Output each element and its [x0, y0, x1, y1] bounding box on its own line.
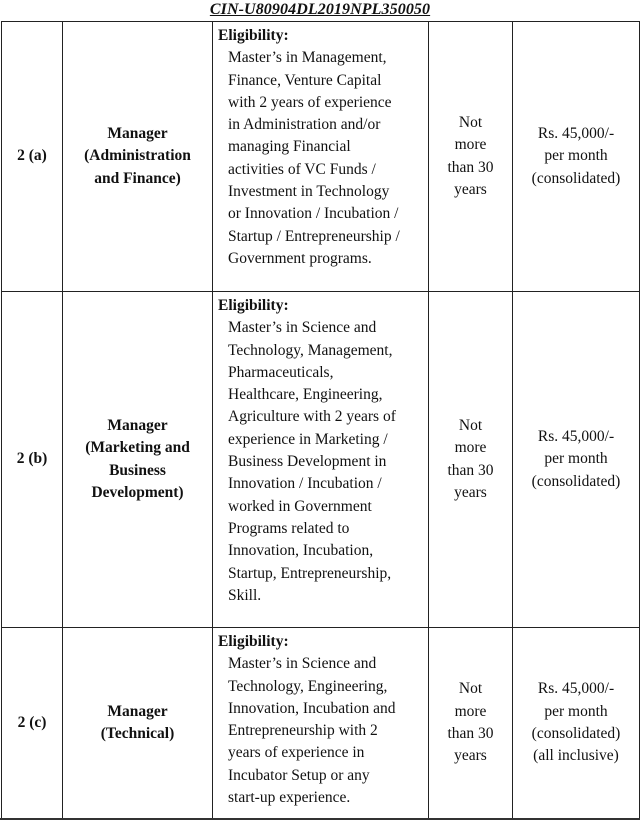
pay-line: per month	[544, 450, 608, 468]
age-line: than 30	[447, 158, 494, 176]
age-line: Not	[458, 416, 483, 434]
eligibility-text	[218, 47, 424, 270]
pay-line: (consolidated)	[531, 725, 621, 742]
eligibility-text	[218, 317, 424, 607]
age-line: Not	[458, 680, 483, 698]
age-line: more	[454, 136, 487, 154]
age-limit-cell	[429, 628, 513, 819]
eligibility-line: Healthcare, Engineering,	[228, 386, 383, 404]
eligibility-cell	[213, 292, 429, 628]
eligibility-line: Master’s in Science and	[228, 319, 377, 337]
age-line: than 30	[447, 725, 494, 742]
eligibility-line: Master’s in Science and	[228, 655, 377, 673]
pay-line: Rs. 45,000/-	[537, 680, 615, 698]
post-line: (Administration	[84, 147, 191, 165]
age-line: more	[454, 702, 487, 720]
sl-no-cell: 2 (a)	[2, 22, 63, 292]
pay-line: per month	[544, 147, 608, 165]
eligibility-line: Startup, Entrepreneurship,	[228, 564, 392, 582]
eligibility-line: managing Financial	[228, 138, 351, 156]
age-line: years	[454, 747, 487, 765]
remuneration-cell	[513, 628, 640, 819]
eligibility-line: Investment in Technology	[228, 183, 390, 201]
eligibility-line: Innovation / Incubation /	[228, 475, 382, 493]
age-line: Not	[458, 113, 483, 131]
eligibility-heading: Eligibility:	[218, 27, 289, 44]
post-line: Development)	[91, 483, 184, 501]
age-line: than 30	[447, 461, 494, 479]
eligibility-line: Entrepreneurship with 2	[228, 722, 378, 740]
post-cell	[63, 22, 213, 292]
eligibility-text	[218, 653, 424, 809]
post-cell	[63, 292, 213, 628]
pay-line: (all inclusive)	[533, 747, 619, 765]
pay-line: Rs. 45,000/-	[537, 125, 615, 143]
eligibility-line: Technology, Management,	[228, 341, 393, 359]
eligibility-line: in Administration and/or	[228, 116, 381, 134]
table-row	[2, 292, 640, 628]
pay-line: per month	[544, 702, 608, 720]
remuneration-cell	[513, 292, 640, 628]
eligibility-line: Government programs.	[228, 249, 372, 267]
post-line: and Finance)	[94, 169, 181, 187]
eligibility-line: Skill.	[228, 586, 262, 604]
eligibility-line: with 2 years of experience	[228, 93, 392, 111]
eligibility-line: Incubator Setup or any	[228, 766, 370, 784]
age-limit-cell	[429, 22, 513, 292]
sl-no-cell: 2 (c)	[2, 628, 63, 819]
post-line: Manager	[107, 125, 168, 143]
post-line: (Marketing and	[85, 439, 190, 457]
eligibility-line: years of experience in	[228, 744, 365, 762]
eligibility-line: worked in Government	[228, 497, 372, 515]
age-limit-cell	[429, 292, 513, 628]
eligibility-line: Technology, Engineering,	[228, 677, 388, 695]
post-cell	[63, 628, 213, 819]
eligibility-line: Innovation, Incubation and	[228, 699, 396, 717]
cin-header: CIN-U80904DL2019NPL350050	[209, 1, 431, 18]
table-row	[2, 22, 640, 292]
eligibility-line: Pharmaceuticals,	[228, 363, 334, 381]
table-row	[2, 628, 640, 819]
age-line: more	[454, 439, 487, 457]
eligibility-heading: Eligibility:	[218, 297, 289, 314]
eligibility-line: Startup / Entrepreneurship /	[228, 227, 400, 245]
age-line: years	[454, 483, 487, 501]
post-line: (Technical)	[100, 725, 175, 742]
eligibility-line: Master’s in Management,	[228, 49, 387, 67]
post-line: Business	[109, 461, 166, 479]
eligibility-line: Innovation, Incubation,	[228, 542, 374, 560]
eligibility-line: activities of VC Funds /	[228, 160, 376, 178]
eligibility-line: experience in Marketing /	[228, 430, 388, 448]
eligibility-line: or Innovation / Incubation /	[228, 205, 399, 223]
pay-line: Rs. 45,000/-	[537, 428, 615, 446]
eligibility-cell	[213, 22, 429, 292]
eligibility-line: start-up experience.	[228, 789, 351, 807]
eligibility-line: Agriculture with 2 years of	[228, 408, 396, 426]
eligibility-cell	[213, 628, 429, 819]
post-line: Manager	[107, 702, 168, 720]
post-line: Manager	[107, 416, 168, 434]
eligibility-line: Business Development in	[228, 453, 387, 471]
eligibility-line: Finance, Venture Capital	[228, 71, 382, 89]
pay-line: (consolidated)	[531, 169, 621, 187]
remuneration-cell	[513, 22, 640, 292]
posts-table	[1, 21, 640, 819]
eligibility-heading: Eligibility:	[218, 633, 289, 650]
sl-no-cell: 2 (b)	[2, 292, 63, 628]
age-line: years	[454, 180, 487, 198]
pay-line: (consolidated)	[531, 472, 621, 490]
eligibility-line: Programs related to	[228, 519, 350, 537]
